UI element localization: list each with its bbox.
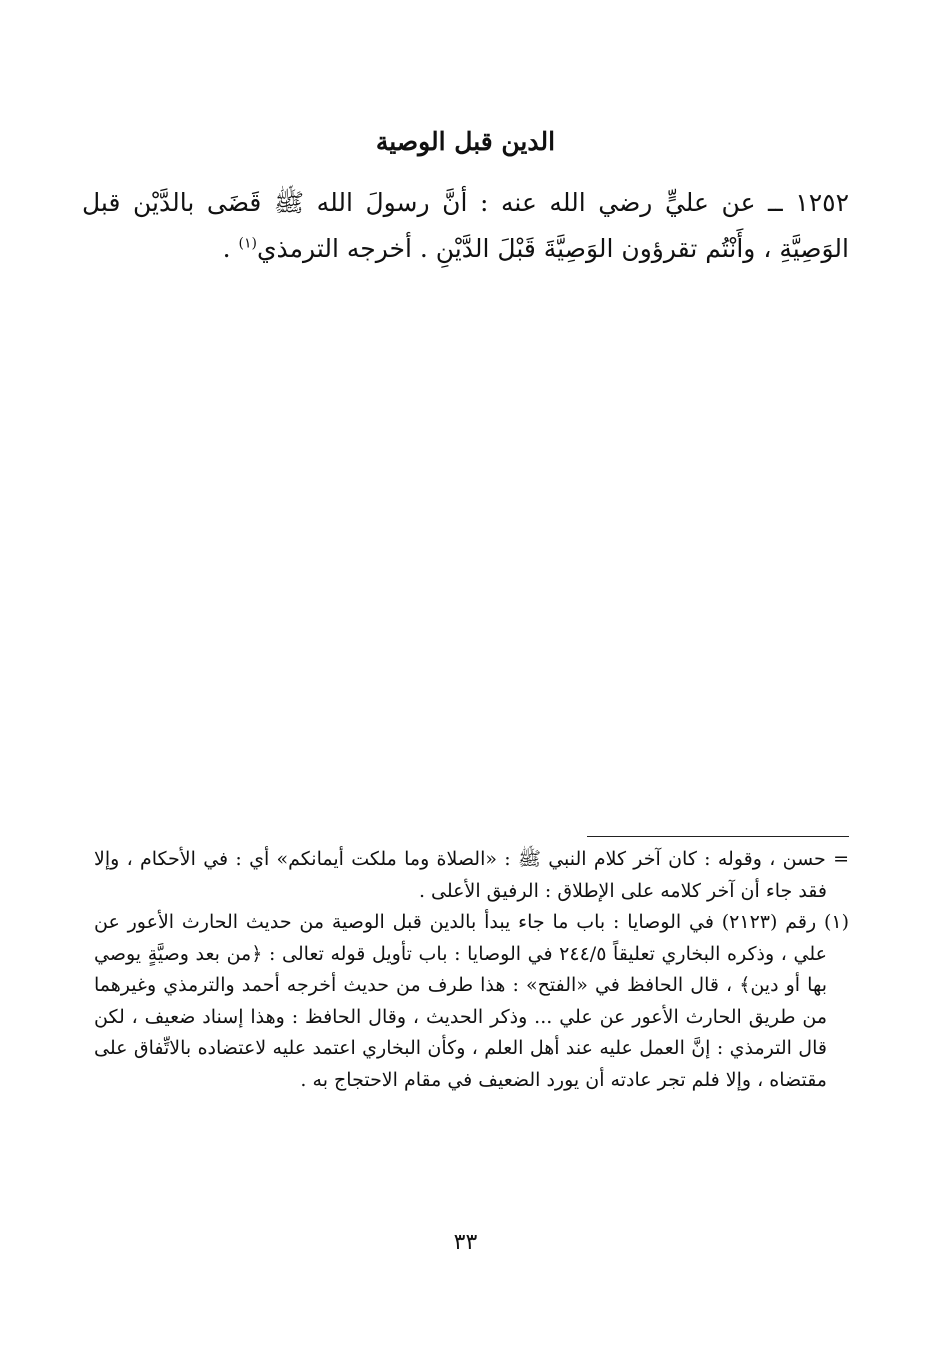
chapter-title: الدين قبل الوصية	[375, 127, 556, 156]
hadith-end: .	[222, 234, 239, 263]
hadith-text: ١٢٥٢ ــ عن عليٍّ رضي الله عنه : أنَّ رسولَ الله ﷺ قَضَى بالدَّيْن قبل الوَصِيَّةِ ، وأَنْتُم تقرؤون الوَصِيَّةَ قَبْلَ الدَّيْنِ . أخرجه الترمذي	[82, 188, 849, 263]
footnote-continuation: = حسن ، وقوله : كان آخر كلام النبي ﷺ : «الصلاة وما ملكت أيمانكم» أي : في الأحكام ، وإلا فقد جاء أن آخر كلامه على الإطلاق : الرفيق الأعلى .	[94, 848, 849, 902]
hadith-paragraph	[82, 180, 849, 272]
footnote-1: (١) رقم (٢١٢٣) في الوصايا : باب ما جاء يبدأ بالدين قبل الوصية من حديث الحارث الأعور عن علي ، وذكره البخاري تعليقاً ٢٤٤/٥ في الوصايا : باب تأويل قوله تعالى : ﴿من بعد وصيَّةٍ يوصي بها أو دين﴾ ، قال الحافظ في «الفتح» : هذا طرف من حديث أخرجه أحمد والترمذي وغيرهما من طريق الحارث الأعور عن علي ... وذكر الحديث ، وقال الحافظ : وهذا إسناد ضعيف ، لكن قال الترمذي : إنَّ العمل عليه عند أهل العلم ، وكأن البخاري اعتمد عليه لاعتضاده بالاتِّفاق على مقتضاه ، وإلا فلم تجر عادته أن يورد الضعيف في مقام الاحتجاج به .	[94, 911, 850, 1091]
footnote-divider	[587, 836, 849, 837]
footnote-reference: (١)	[238, 235, 257, 252]
page-number: ٣٣	[453, 1230, 478, 1255]
footnotes-section	[94, 844, 849, 1096]
